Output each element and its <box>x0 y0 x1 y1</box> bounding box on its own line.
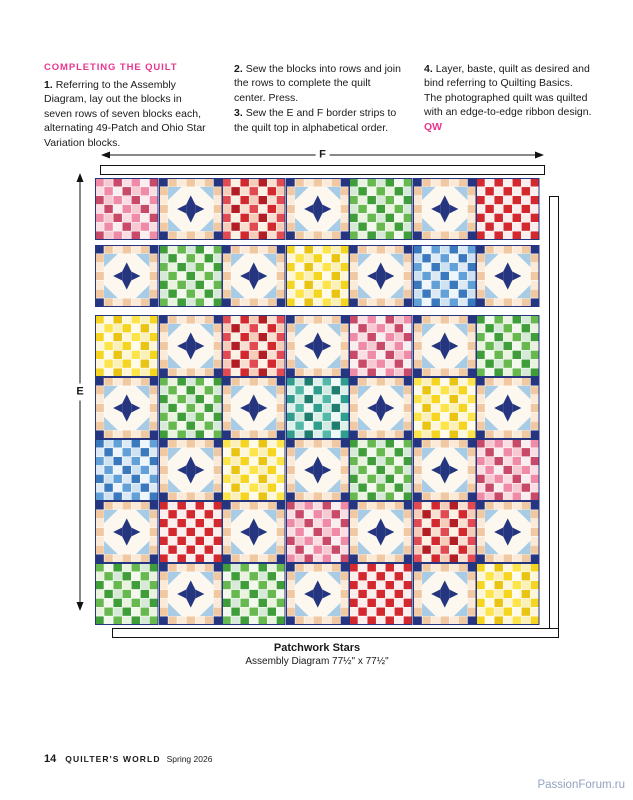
border-strip-e-right <box>549 196 559 632</box>
patch-block-redcheck <box>476 178 540 240</box>
patch-block-yellow <box>476 563 540 625</box>
patch-block-svg <box>413 377 477 439</box>
patch-block-red <box>222 178 286 240</box>
step-1 <box>44 78 212 150</box>
ohio-star-block <box>413 178 477 240</box>
ohio-star-block <box>159 178 223 240</box>
ohio-star-block <box>476 501 540 563</box>
patch-block-svg <box>222 315 286 377</box>
ohio-star-block <box>95 377 159 439</box>
patch-block-green <box>349 178 413 240</box>
patch-block-blue <box>413 245 477 307</box>
ohio-star-block <box>95 501 159 563</box>
patch-block-pink <box>476 439 540 501</box>
patch-block-teal <box>286 377 350 439</box>
ohio-star-block <box>349 377 413 439</box>
patch-block-svg <box>349 178 413 240</box>
ohio-star-block <box>222 501 286 563</box>
patch-block-svg <box>476 563 540 625</box>
step-2 <box>234 62 402 105</box>
step-number: 2. <box>234 63 243 75</box>
patch-block-svg <box>95 439 159 501</box>
patch-block-svg <box>349 315 413 377</box>
instruction-column-1 <box>44 62 212 151</box>
ohio-star-block <box>286 439 350 501</box>
step-3 <box>234 106 402 135</box>
patch-block-red <box>413 501 477 563</box>
ohio-star-block <box>159 563 223 625</box>
patch-block-green <box>95 563 159 625</box>
patch-block-redcheck <box>159 501 223 563</box>
dimension-arrow-e <box>73 172 87 612</box>
patch-block-blue <box>95 439 159 501</box>
patch-block-pink <box>95 178 159 240</box>
patch-block-yellow <box>286 245 350 307</box>
issue-label: Spring 2026 <box>166 754 213 764</box>
caption-subtitle: Assembly Diagram 77½" x 77½" <box>245 656 389 668</box>
ohio-star-block-svg <box>286 563 350 625</box>
caption-title: Patchwork Stars <box>273 642 361 654</box>
patch-block-svg <box>95 563 159 625</box>
ohio-star-block-svg <box>476 245 540 307</box>
step-number: 3. <box>234 107 243 120</box>
ohio-star-block-svg <box>222 245 286 307</box>
ohio-star-block <box>476 377 540 439</box>
ohio-star-block-svg <box>413 178 477 240</box>
ohio-star-block-svg <box>95 245 159 307</box>
patch-block-svg <box>286 245 350 307</box>
patch-block-svg <box>95 178 159 240</box>
patch-block-svg <box>159 245 223 307</box>
step-4 <box>424 62 592 134</box>
patch-block-green <box>159 245 223 307</box>
ohio-star-block <box>476 245 540 307</box>
step-number: 4. <box>424 63 433 75</box>
ohio-star-block <box>222 377 286 439</box>
ohio-star-block <box>95 245 159 307</box>
step-number: 1. <box>44 79 53 91</box>
patch-block-svg <box>222 178 286 240</box>
qw-signoff: QW <box>424 120 443 133</box>
ohio-star-block-svg <box>222 377 286 439</box>
ohio-star-block <box>286 315 350 377</box>
dimension-label-e: E <box>75 384 84 401</box>
ohio-star-block-svg <box>476 377 540 439</box>
step-text: Sew the E and F border strips to the quilt top in alphabetical order. <box>234 107 397 134</box>
patch-block-svg <box>349 563 413 625</box>
patch-block-green <box>222 563 286 625</box>
ohio-star-block-svg <box>413 315 477 377</box>
ohio-star-block-svg <box>349 245 413 307</box>
patch-block-svg <box>159 377 223 439</box>
patch-block-redcheck <box>349 563 413 625</box>
ohio-star-block-svg <box>286 178 350 240</box>
patch-block-svg <box>286 377 350 439</box>
patch-block-svg <box>222 439 286 501</box>
dimension-label-f: F <box>315 150 330 161</box>
ohio-star-block <box>286 563 350 625</box>
ohio-star-block-svg <box>349 501 413 563</box>
step-text: Layer, baste, quilt as desired and bind referring to Quilting Basics. The photographed quilt was quilted with an edge-to-edge ribbon design. <box>424 63 592 119</box>
magazine-name: QUILTER'S WORLD <box>65 754 161 764</box>
diagram-caption <box>167 641 467 668</box>
instruction-column-2 <box>234 62 402 151</box>
instructions-section <box>44 62 592 151</box>
ohio-star-block-svg <box>95 377 159 439</box>
instruction-column-3 <box>424 62 592 151</box>
ohio-star-block-svg <box>286 315 350 377</box>
patch-block-svg <box>476 178 540 240</box>
border-strip-f-top <box>100 165 545 175</box>
ohio-star-block-svg <box>159 439 223 501</box>
ohio-star-block-svg <box>159 315 223 377</box>
patch-block-svg <box>159 501 223 563</box>
ohio-star-block <box>159 315 223 377</box>
page-footer <box>44 753 212 765</box>
ohio-star-block <box>286 178 350 240</box>
patch-block-svg <box>476 315 540 377</box>
section-heading: COMPLETING THE QUILT <box>44 62 178 73</box>
ohio-star-block <box>413 315 477 377</box>
ohio-star-block <box>413 563 477 625</box>
patch-block-green <box>159 377 223 439</box>
ohio-star-block <box>349 501 413 563</box>
ohio-star-block-svg <box>413 563 477 625</box>
ohio-star-block-svg <box>159 178 223 240</box>
page-number: 14 <box>44 753 57 765</box>
ohio-star-block <box>222 245 286 307</box>
ohio-star-block-svg <box>159 563 223 625</box>
patch-block-red <box>222 315 286 377</box>
patch-block-svg <box>476 439 540 501</box>
patch-block-yellow <box>413 377 477 439</box>
patch-block-svg <box>286 501 350 563</box>
border-strip-f-bottom <box>112 628 559 638</box>
ohio-star-block-svg <box>286 439 350 501</box>
patch-block-svg <box>413 501 477 563</box>
ohio-star-block <box>349 245 413 307</box>
dimension-arrow-f <box>100 148 545 162</box>
patch-block-green <box>476 315 540 377</box>
ohio-star-block <box>159 439 223 501</box>
patch-block-green <box>349 439 413 501</box>
ohio-star-block-svg <box>349 377 413 439</box>
step-text: Referring to the Assembly Diagram, lay out the blocks in seven rows of seven blocks each, alternating 49-Patch and Ohio Star Variation blocks. <box>44 79 206 149</box>
quilt-grid <box>95 178 540 625</box>
ohio-star-block-svg <box>95 501 159 563</box>
ohio-star-block-svg <box>222 501 286 563</box>
watermark: PassionForum.ru <box>537 779 625 791</box>
ohio-star-block-svg <box>413 439 477 501</box>
patch-block-svg <box>95 315 159 377</box>
step-text: Sew the blocks into rows and join the rows to complete the quilt center. Press. <box>234 63 401 104</box>
patch-block-pink <box>349 315 413 377</box>
patch-block-svg <box>222 563 286 625</box>
patch-block-svg <box>413 245 477 307</box>
patch-block-yellow <box>222 439 286 501</box>
patch-block-pink <box>286 501 350 563</box>
patch-block-yellow <box>95 315 159 377</box>
ohio-star-block-svg <box>476 501 540 563</box>
ohio-star-block <box>413 439 477 501</box>
patch-block-svg <box>349 439 413 501</box>
